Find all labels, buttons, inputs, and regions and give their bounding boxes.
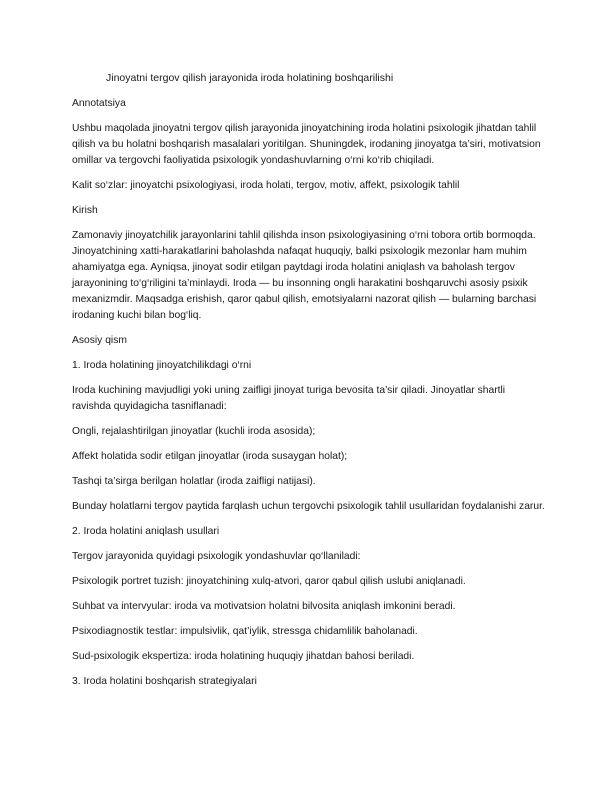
annotation-heading: Annotatsiya: [72, 98, 126, 109]
main-heading: Asosiy qism: [72, 335, 127, 346]
section1-item-3: Tashqi ta’sirga berilgan holatlar (iroda zaifligi natijasi).: [72, 476, 316, 487]
section2-item-2: Suhbat va intervyular: iroda va motivatsion holatni bilvosita aniqlash imkonini beradi.: [72, 601, 456, 612]
section2-text: Tergov jarayonida quyidagi psixologik yondashuvlar qo‘llaniladi:: [72, 551, 361, 562]
keywords-line: Kalit so‘zlar: jinoyatchi psixologiyasi, iroda holati, tergov, motiv, affekt, psixologik tahlil: [72, 180, 460, 191]
annotation-text: Ushbu maqolada jinoyatni tergov qilish jarayonida jinoyatchining iroda holatini psixologik jihatdan tahlil qilish va bu holatni boshqarish masalalari yoritilgan. Shuningdek, irodaning jinoyatga ta’siri, motivatsion omillar va tergovchi faoliyatida psixologik yondashuvlarning o‘rni ko‘rib chiqiladi.: [72, 123, 541, 166]
section2-item-1: Psixologik portret tuzish: jinoyatchining xulq-atvori, qaror qabul qilish uslubi aniqlanadi.: [72, 576, 466, 587]
section2-heading: 2. Iroda holatini aniqlash usullari: [72, 526, 220, 537]
document-title: Jinoyatni tergov qilish jarayonida iroda holatining boshqarilishi: [106, 72, 394, 84]
section1-text: Iroda kuchining mavjudligi yoki uning zaifligi jinoyat turiga bevosita ta’sir qiladi. Jinoyatlar shartli ravishda quyidagicha tasniflanadi:: [72, 385, 506, 412]
document-body: [72, 70, 546, 699]
intro-heading: Kirish: [72, 205, 98, 216]
section3-heading: 3. Iroda holatini boshqarish strategiyalari: [72, 676, 257, 687]
intro-text: Zamonaviy jinoyatchilik jarayonlarini tahlil qilishda inson psixologiyasining o‘rni tobora ortib bormoqda. Jinoyatchining xatti-harakatlarini baholashda nafaqat huquqiy, balki psixologik mezonlar ham muhim ahamiyatga ega. Ayniqsa, jinoyat sodir etilgan paytdagi iroda holatini aniqlash va baholash tergov jarayonining to‘g‘riligini ta’minlaydi. Iroda — bu insonning ongli harakatini boshqaruvchi asosiy psixik mexanizmdir. Maqsadga erishish, qaror qabul qilish, emotsiyalarni nazorat qilish — bularning barchasi irodaning kuchi bilan bog‘liq.: [72, 230, 537, 321]
section1-item-2: Affekt holatida sodir etilgan jinoyatlar (iroda susaygan holat);: [72, 451, 348, 462]
section2-item-3: Psixodiagnostik testlar: impulsivlik, qat’iylik, stressga chidamlilik baholanadi.: [72, 626, 418, 637]
section2-item-4: Sud-psixologik ekspertiza: iroda holatining huquqiy jihatdan bahosi beriladi.: [72, 651, 415, 662]
section1-heading: 1. Iroda holatining jinoyatchilikdagi o‘rni: [72, 360, 252, 371]
section1-item-1: Ongli, rejalashtirilgan jinoyatlar (kuchli iroda asosida);: [72, 426, 316, 437]
section1-summary: Bunday holatlarni tergov paytida farqlash uchun tergovchi psixologik tahlil usullaridan foydalanishi zarur.: [72, 501, 545, 512]
